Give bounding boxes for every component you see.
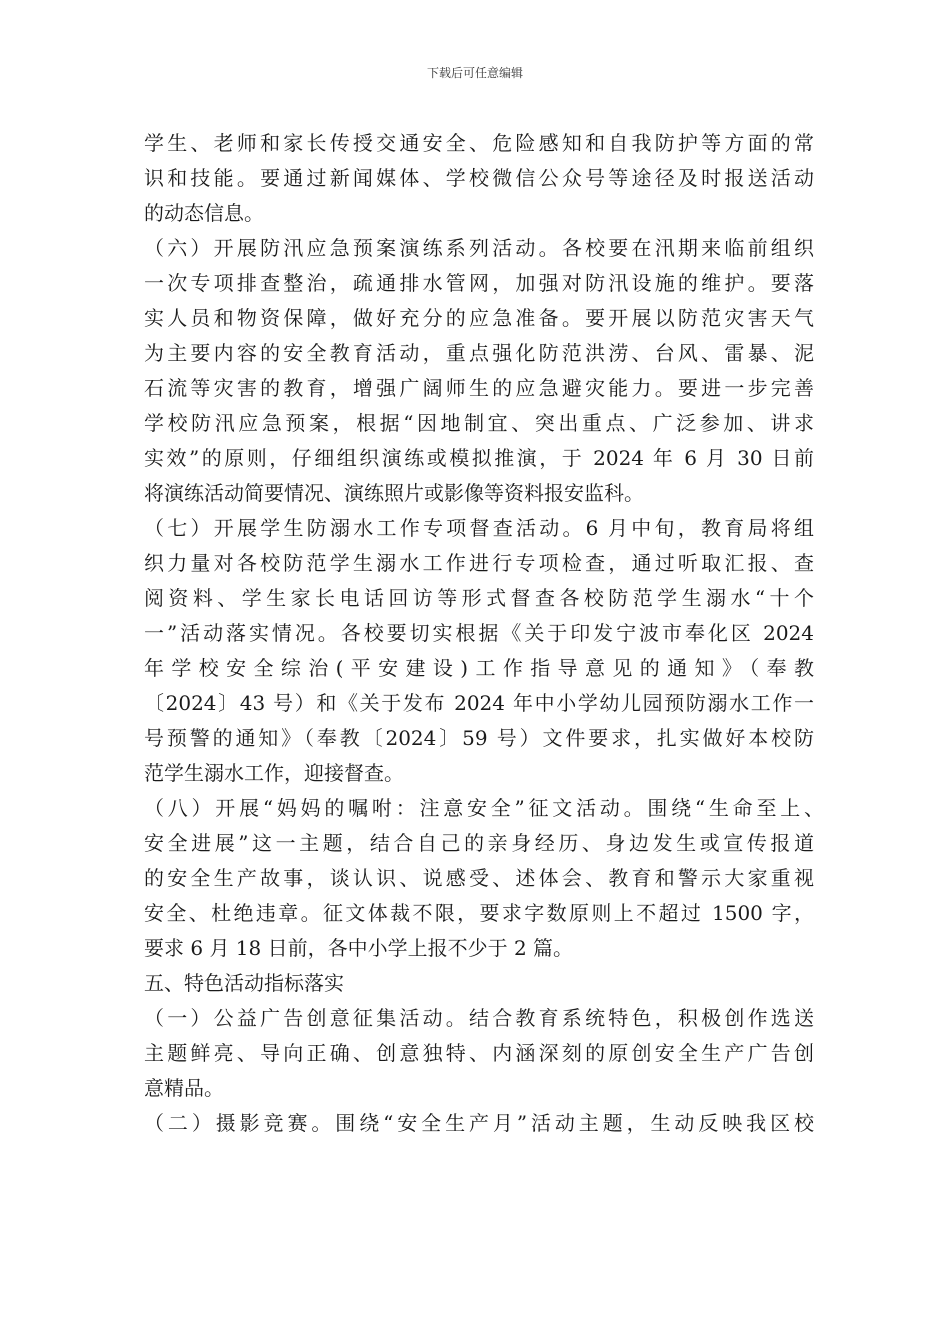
text-line: 一次专项排查整治，疏通排水管网，加强对防汛设施的维护。要落: [144, 271, 814, 295]
text-line: 识和技能。要通过新闻媒体、学校微信公众号等途径及时报送活动: [144, 166, 814, 190]
document-body: [144, 126, 824, 1141]
text-line: 安全进展”这一主题，结合自己的亲身经历、身边发生或宣传报道: [144, 831, 814, 855]
text-line: 实人员和物资保障，做好充分的应急准备。要开展以防范灾害天气: [144, 306, 814, 330]
text-line: 的安全生产故事，谈认识、说感受、述体会、教育和警示大家重视: [144, 866, 814, 890]
text-line: 范学生溺水工作，迎接督查。: [144, 761, 404, 785]
text-line: 为主要内容的安全教育活动，重点强化防范洪涝、台风、雷暴、泥: [144, 341, 814, 365]
text-line: 的动态信息。: [144, 201, 264, 225]
text-line: 学生、老师和家长传授交通安全、危险感知和自我防护等方面的常: [144, 131, 814, 155]
text-line: （一）公益广告创意征集活动。结合教育系统特色，积极创作选送: [144, 1006, 814, 1030]
text-line: 〔2024〕43 号）和《关于发布 2024 年中小学幼儿园预防溺水工作一: [144, 691, 814, 715]
text-line: 石流等灾害的教育，增强广阔师生的应急避灾能力。要进一步完善: [144, 376, 814, 400]
text-line: 号预警的通知》（奉教〔2024〕59 号）文件要求，扎实做好本校防: [144, 726, 814, 750]
text-line: （六）开展防汛应急预案演练系列活动。各校要在汛期来临前组织: [144, 236, 814, 260]
text-line: 安全、杜绝违章。征文体裁不限，要求字数原则上不超过 1500 字，: [144, 901, 814, 925]
text-line: （八）开展“妈妈的嘱咐：注意安全”征文活动。围绕“生命至上、: [144, 796, 824, 820]
text-line: （二）摄影竞赛。围绕“安全生产月”活动主题，生动反映我区校: [144, 1111, 814, 1135]
text-line: 将演练活动简要情况、演练照片或影像等资料报安监科。: [144, 481, 644, 505]
page-header: 下载后可任意编辑: [426, 66, 523, 80]
text-line: 意精品。: [144, 1076, 224, 1100]
text-line: 一”活动落实情况。各校要切实根据《关于印发宁波市奉化区 2024: [144, 621, 814, 645]
text-line: 织力量对各校防范学生溺水工作进行专项检查，通过听取汇报、查: [144, 551, 814, 575]
text-line: 主题鲜亮、导向正确、创意独特、内涵深刻的原创安全生产广告创: [144, 1041, 814, 1065]
text-line: 要求 6 月 18 日前，各中小学上报不少于 2 篇。: [144, 936, 574, 960]
text-line: （七）开展学生防溺水工作专项督查活动。6 月中旬，教育局将组: [144, 516, 814, 540]
text-line: 学校防汛应急预案，根据“因地制宜、突出重点、广泛参加、讲求: [144, 411, 814, 435]
text-line: 五、特色活动指标落实: [144, 971, 344, 995]
text-line: 阅资料、学生家长电话回访等形式督查各校防范学生溺水“十个: [144, 586, 814, 610]
text-line: 年学校安全综治(平安建设)工作指导意见的通知》（奉教: [144, 656, 814, 680]
text-line: 实效”的原则，仔细组织演练或模拟推演，于 2024 年 6 月 30 日前: [144, 446, 814, 470]
